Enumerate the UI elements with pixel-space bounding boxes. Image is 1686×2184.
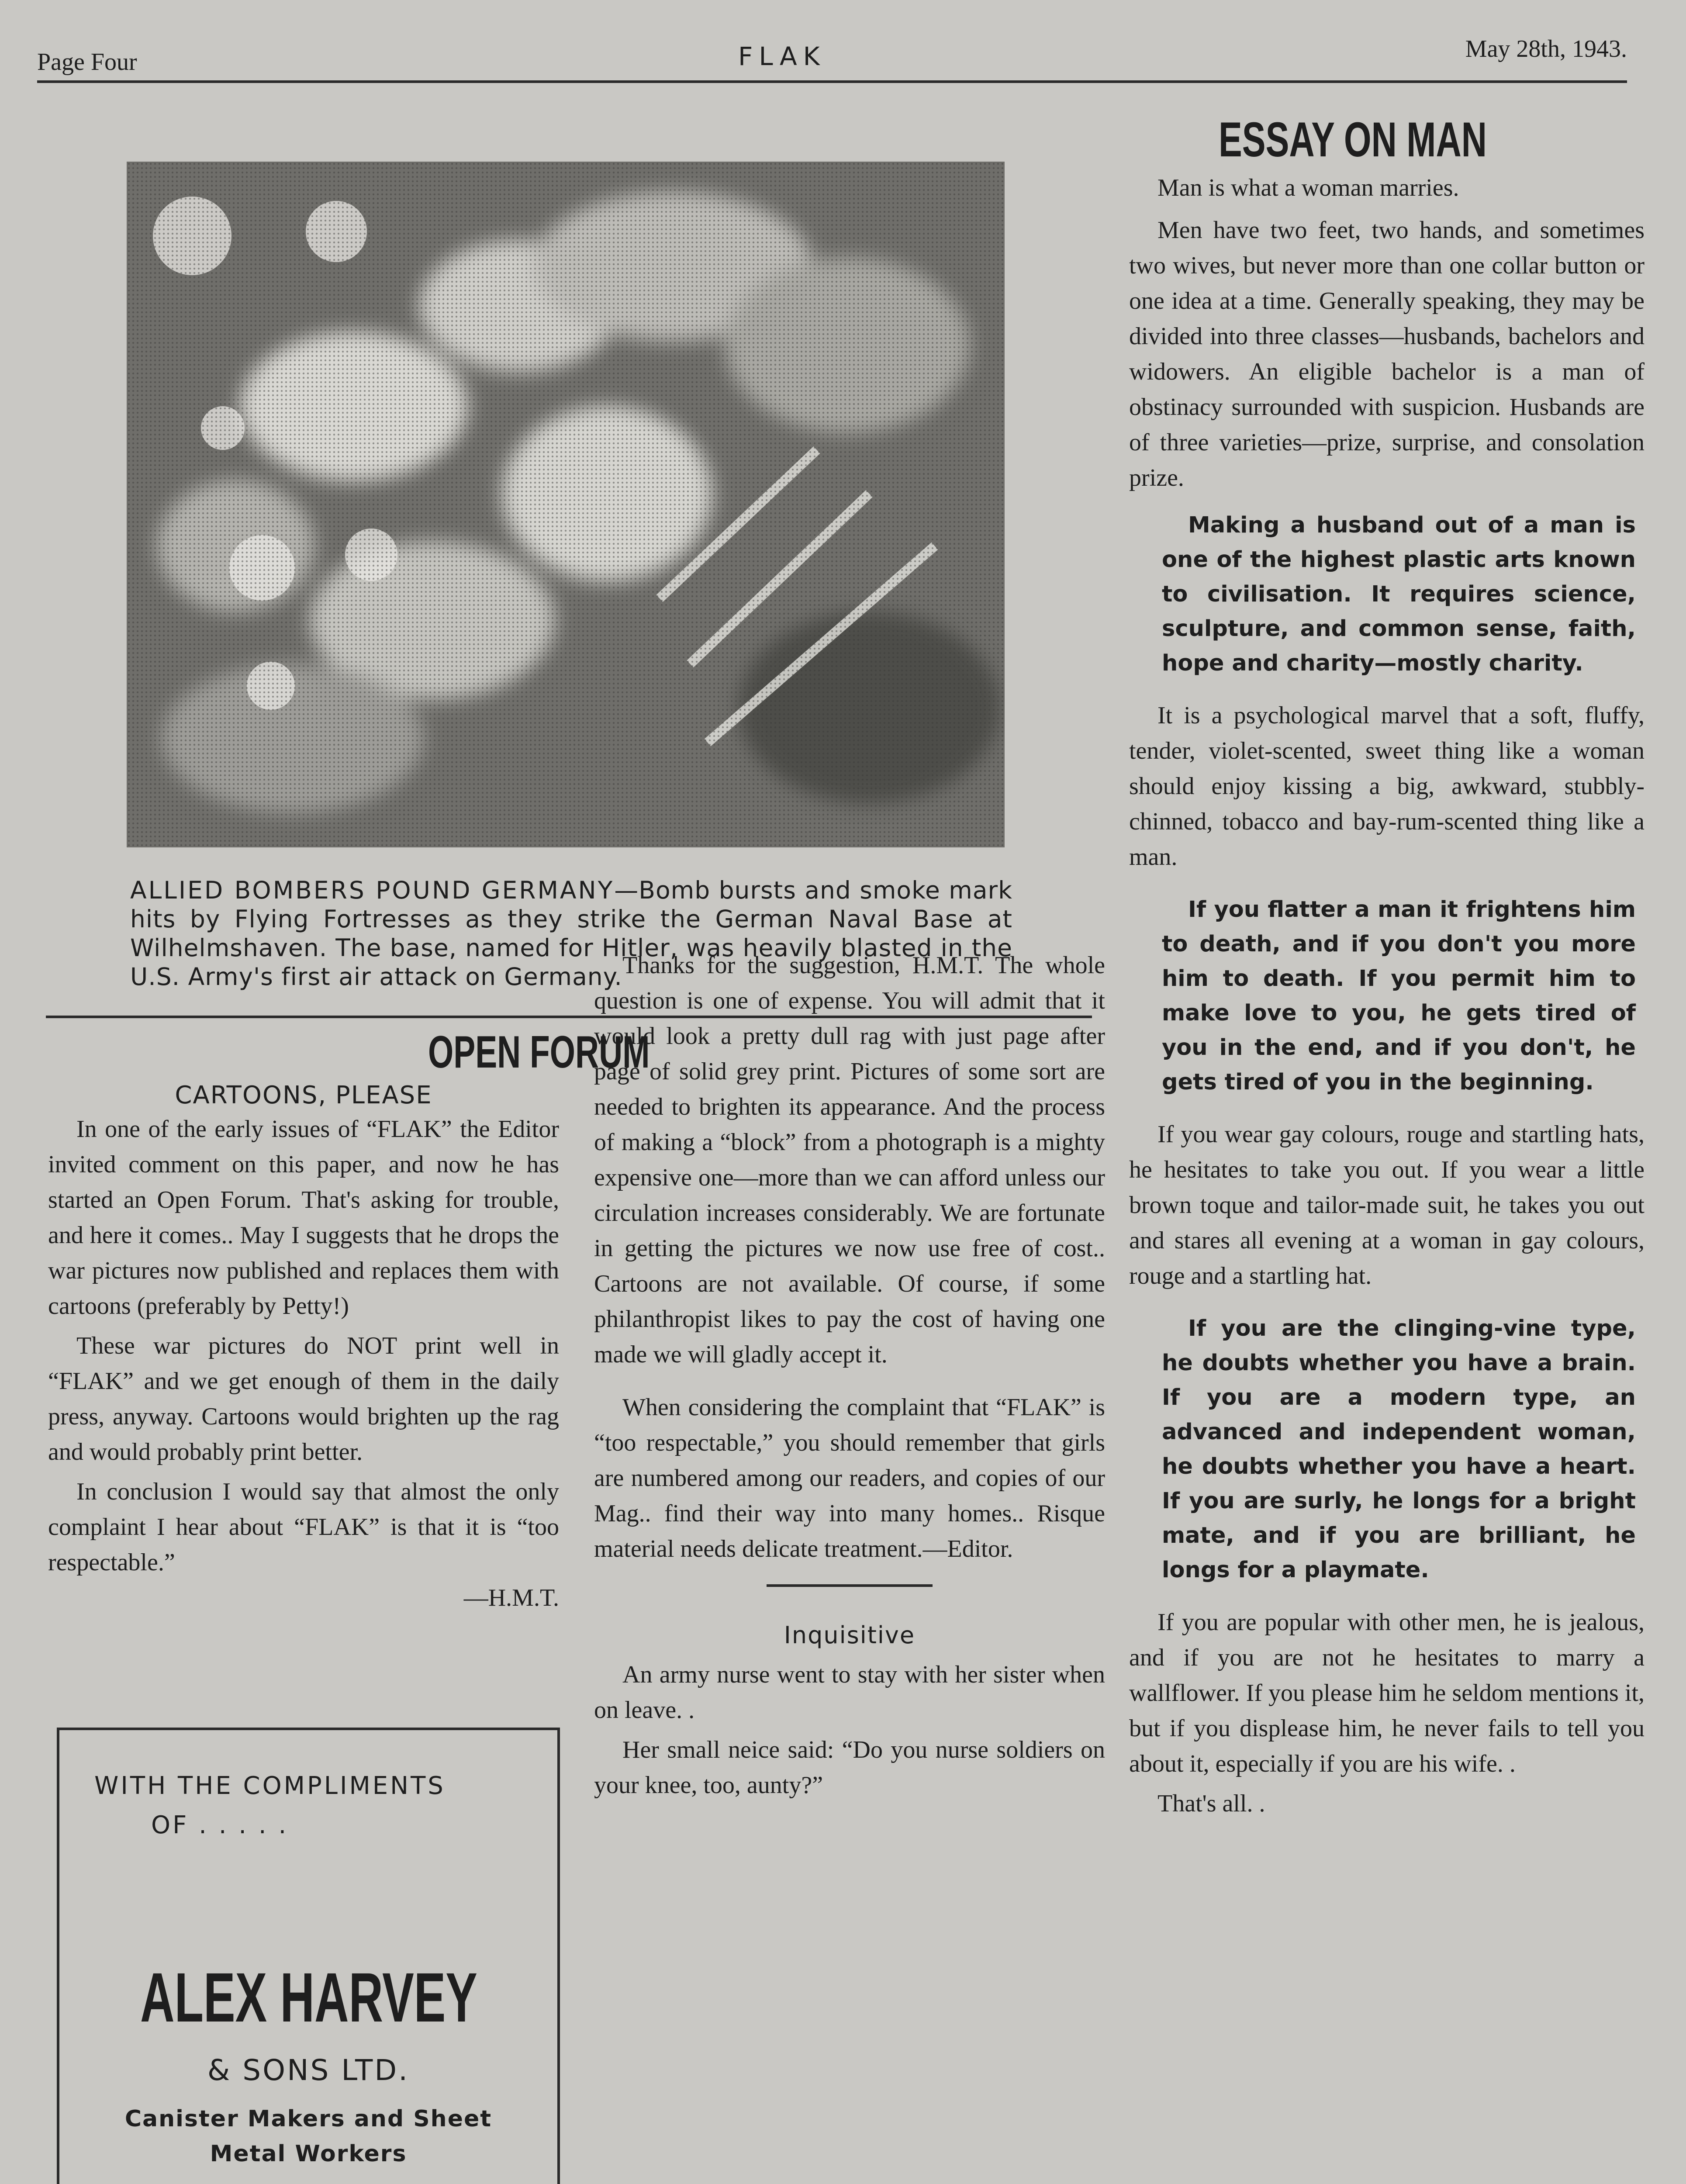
essay-paragraph: It is a psychological marvel that a soft, fluffy, tender, violet-scented, sweet thing like a woman should enjoy kissing a big, awkward, stubbly-chinned, tobacco and bay-rum-scented thing like a man. (1129, 702, 1645, 871)
ad-intro-of: OF . . . . . (151, 1811, 289, 1839)
aerial-bombing-photo (127, 162, 1005, 847)
essay-bold-paragraph: Making a husband out of a man is one of the highest plastic arts known to civilisation. It requires science, sculpture, and common sense, faith, hope and charity—mostly charity. (1162, 512, 1636, 676)
letter-paragraph: In one of the early issues of “FLAK” the Editor invited comment on this paper, and now he has started an Open Forum. That's asking for trouble, and here it comes.. May I suggests that he drops the war pictures now published and replaces them with cartoons (preferably by Petty!) (48, 1116, 559, 1320)
ad-trade: Metal Workers (210, 2141, 407, 2167)
ad-company-name: ALEX HARVEY (140, 1958, 477, 2036)
caption-lead: ALLIED BOMBERS POUND GERMANY (130, 876, 615, 904)
photo-illustration (127, 162, 1005, 847)
essay-column (1129, 170, 1645, 1821)
inquisitive-paragraph: Her small neice said: “Do you nurse soldiers on your knee, too, aunty?” (594, 1736, 1105, 1799)
essay-bold-paragraph: If you flatter a man it frightens him to death, and if you don't you more him to death. If you permit him to make love to you, he gets tired of you in the end, and if you don't, he gets tired of you in the beginning. (1162, 897, 1636, 1095)
issue-date: May 28th, 1943. (1465, 35, 1627, 62)
open-forum-title: OPEN FORUM (428, 1027, 650, 1078)
section-divider (767, 1584, 933, 1587)
letter-paragraph: These war pictures do NOT print well in “FLAK” and we get enough of them in the daily press, anyway. Cartoons would brighten up the rag and would probably print better. (48, 1332, 559, 1465)
essay-title: ESSAY ON MAN (1219, 112, 1487, 167)
editor-reply: Thanks for the suggestion, H.M.T. The whole question is one of expense. You will admit that it would look a pretty dull rag with just page after page of solid grey print. Pictures of some sort are needed to brighten its appearance. And the process of making a “block” from a photograph is a mighty expensive one—more than we can afford unless our circulation increases considerably. We are fortunate in getting the pictures we now use free of cost.. Cartoons are not available. Of course, if some philanthropist likes to pay the cost of having one made we will gladly accept it. (594, 952, 1105, 1368)
advertisement-box (57, 1728, 560, 2184)
caption-body: —Bomb bursts and smoke mark hits by Flying Fortresses as they strike the German Naval Base at Wilhelmshaven. The base, named for Hitler, was heavily blasted in the U.S. Army's first air attack on Germany. (130, 876, 1012, 991)
essay-closing: That's all. . (1157, 1790, 1265, 1817)
letter-signature-inline: —H.M.T. (463, 1584, 559, 1611)
ad-intro: WITH THE COMPLIMENTS (94, 1772, 446, 1800)
page-number: Page Four (37, 48, 137, 76)
essay-paragraph: Men have two feet, two hands, and sometimes two wives, but never more than one collar button or one idea at a time. Generally speaking, they may be divided into three classes—husbands, bachelors and widowers. An eligible bachelor is a man of obstinacy surrounded with suspicion. Husbands are of three varieties—prize, surprise, and consolation prize. (1129, 217, 1645, 491)
forum-reply-column (594, 952, 1105, 1803)
inquisitive-paragraph: An army nurse went to stay with her sister when on leave. . (594, 1661, 1105, 1724)
ad-company-suffix: & SONS LTD. (207, 2053, 410, 2087)
essay-bold-paragraph: If you are the clinging-vine type, he doubts whether you have a brain. If you are a modern type, an advanced and independent woman, he doubts whether you have a heart. If you are surly, he longs for a bright mate, and if you are brilliant, he longs for a playmate. (1162, 1316, 1636, 1583)
letter-heading: CARTOONS, PLEASE (175, 1081, 432, 1109)
masthead: FLAK (738, 41, 826, 71)
essay-paragraph: If you wear gay colours, rouge and startling hats, he hesitates to take you out. If you wear a little brown toque and tailor-made suit, he takes you out and stares all evening at a woman in gay colours, rouge and a startling hat. (1129, 1121, 1645, 1289)
essay-paragraph: If you are popular with other men, he is jealous, and if you are not he hesitates to marry a wallflower. If you please him he seldom mentions it, but if you displease him, he never fails to tell you about it, especially if you are his wife. . (1129, 1609, 1645, 1777)
forum-letter-column (48, 1079, 559, 1616)
header-rule (37, 80, 1627, 83)
editor-reply: When considering the complaint that “FLAK” is “too respectable,” you should remember that girls are numbered among our readers, and copies of our Mag.. find their way into many homes.. Risque material needs delicate treatment.—Editor. (594, 1394, 1105, 1562)
ad-trade: Canister Makers and Sheet (124, 2106, 492, 2132)
essay-paragraph: Man is what a woman marries. (1157, 174, 1459, 201)
letter-paragraph: In conclusion I would say that almost the only complaint I hear about “FLAK” is that it is “too respectable.” (48, 1478, 559, 1576)
inquisitive-heading: Inquisitive (784, 1621, 916, 1649)
